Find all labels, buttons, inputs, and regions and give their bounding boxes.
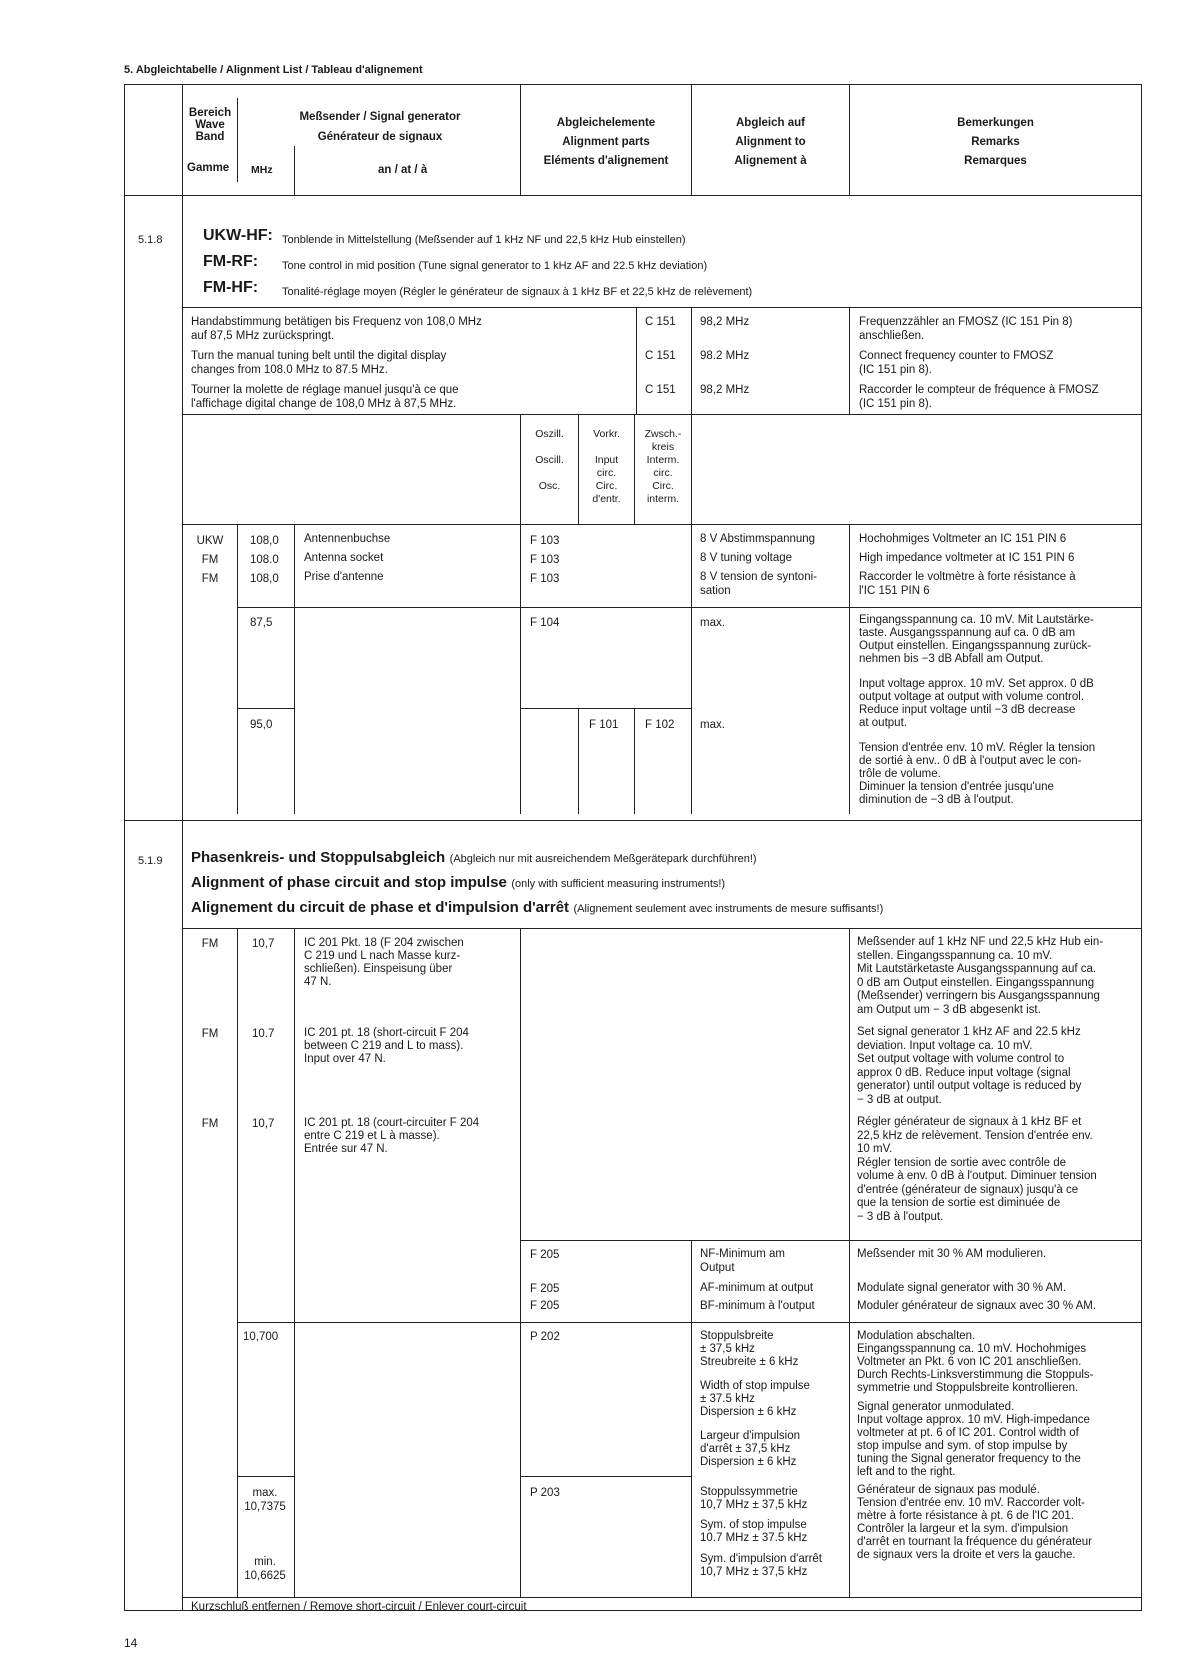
remark: Générateur de signaux pas modulé. Tension d'entrée env. 10 mV. Raccorder volt- mètre à forte résistance à pt. 6 de l'IC 201. Contrôler la largeur et la sym. d'impulsion d'arrêt en tournant la fréquence du générateur de signaux vers la droite et vers la gauche. (857, 1484, 1092, 1561)
feed-point: IC 201 pt. 18 (short-circuit F 204 between C 219 and L to mass). Input over 47 N. (304, 1027, 469, 1065)
table-rule (520, 1240, 1141, 1241)
subheader-input-circuit: Vorkr. Input circ. Circ. d'entr. (592, 428, 621, 505)
feed-point: Prise d'antenne (304, 571, 384, 583)
manual-to: 98,2 MHz (700, 384, 750, 396)
band: FM (201, 1028, 219, 1040)
feed-point: Antennenbuchse (304, 533, 391, 545)
frequency: 87,5 (250, 617, 273, 629)
remark: Meßsender mit 30 % AM modulieren. (857, 1248, 1047, 1260)
header-gamme: Gamme (187, 162, 230, 174)
table-rule (182, 1597, 1141, 1598)
section-heading: Alignment of phase circuit and stop impulse (191, 874, 507, 891)
feed-point: Antenna socket (304, 552, 384, 564)
frequency: 10,700 (243, 1331, 279, 1343)
section-note: (Abgleich nur mit ausreichendem Meßgerätepark durchführen!) (449, 853, 757, 865)
remark: Raccorder le voltmètre à forte résistance à l'IC 151 PIN 6 (859, 571, 1076, 597)
band: FM (201, 1118, 219, 1130)
section-label: UKW-HF: (203, 227, 273, 244)
table-rule (182, 928, 1141, 929)
subheader-oscillator: Oszill. Oscill. Osc. (535, 428, 564, 492)
page-title: 5. Abgleichtabelle / Alignment List / Tableau d'alignement (124, 64, 423, 76)
table-divider (634, 708, 635, 814)
feed-point: IC 201 pt. 18 (court-circuiter F 204 entre C 219 et L à masse). Entrée sur 47 N. (304, 1117, 480, 1155)
alignment-target: 8 V tuning voltage (700, 552, 793, 564)
manual-part: C 151 (645, 316, 676, 328)
section-label: FM-HF: (203, 279, 259, 296)
section-number: 5.1.9 (138, 855, 163, 867)
remark: Input voltage approx. 10 mV. Set approx. 0 dB output voltage at output with volume control. Reduce input voltage until −3 dB decrease at output. (859, 678, 1094, 729)
section-note: (only with sufficient measuring instruments!) (511, 878, 726, 890)
manual-remark: Raccorder le compteur de fréquence à FMOSZ (IC 151 pin 8). (859, 384, 1099, 410)
table-divider (520, 928, 521, 1597)
section-heading-line (191, 849, 757, 867)
section-heading-line (191, 874, 725, 892)
remark: Eingangsspannung ca. 10 mV. Mit Lautstärke- taste. Ausgangsspannung auf ca. 0 dB am Output einstellen. Eingangsspannung zurück- nehmen bis −3 dB Abfall am Output. (859, 614, 1094, 665)
manual-desc: Handabstimmung betätigen bis Frequenz von 108,0 MHz auf 87,5 MHz zurückspringt. (191, 316, 482, 342)
manual-to: 98.2 MHz (700, 350, 750, 362)
header-parts: Abgleichelemente Alignment parts Eléments d'alignement (543, 117, 669, 167)
band: FM (201, 938, 219, 950)
header-alignment-to: Abgleich auf Alignment to Alignement à (734, 117, 807, 167)
table-divider (691, 307, 692, 524)
manual-part: C 151 (645, 384, 676, 396)
table-divider (237, 524, 238, 814)
alignment-target: 8 V Abstimmspannung (700, 533, 816, 545)
part-p203: P 203 (530, 1487, 560, 1499)
table-divider (849, 524, 850, 814)
table-divider (636, 307, 637, 414)
header-bottom (124, 195, 1142, 196)
table-rule (182, 414, 1141, 415)
part-list: F 205 F 205 F 205 (530, 1249, 560, 1312)
manual-remark: Connect frequency counter to FMOSZ (IC 151 pin 8). (859, 350, 1054, 376)
alignment-target: max. (700, 719, 725, 731)
table-divider (691, 524, 692, 814)
remark: High impedance voltmeter at IC 151 PIN 6 (859, 552, 1075, 564)
frequency-max: max. 10,7375 (244, 1487, 286, 1513)
table-rule (182, 307, 1141, 308)
remark: Set signal generator 1 kHz AF and 22.5 kHz deviation. Input voltage ca. 10 mV. Set output voltage with volume control to approx 0 dB. Reduce input voltage (signal generator) until output voltage is reduced by − 3 dB at output. (857, 1026, 1082, 1106)
part-p202: P 202 (530, 1331, 560, 1343)
remark: Meßsender auf 1 kHz NF und 22,5 kHz Hub ein- stellen. Eingangsspannung ca. 10 mV. Mit Lautstärketaste Ausgangsspannung auf ca. 0 dB am Output einstellen. Eingangsspannung (Meßsender) verringern bis Ausgangsspannung am Output um − 3 dB abgesenkt ist. (857, 936, 1104, 1016)
remark: Moduler générateur de signaux avec 30 % AM. (857, 1300, 1097, 1312)
table-divider (691, 1240, 692, 1597)
manual-to: 98,2 MHz (700, 316, 750, 328)
manual-desc: Turn the manual tuning belt until the digital display changes from 108.0 MHz to 87.5 MHz. (191, 350, 447, 376)
frame-left (124, 84, 125, 1610)
table-divider (294, 524, 295, 814)
table-divider (237, 928, 238, 1597)
feed-point: IC 201 Pkt. 18 (F 204 zwischen C 219 und L nach Masse kurz- schließen). Einspeisung über 47 N. (304, 937, 464, 988)
alignment-target: Sym. of stop impulse 10.7 MHz ± 37.5 kHz (700, 1519, 808, 1544)
part-list: F 103 F 103 F 103 (530, 535, 560, 585)
frame-right (1141, 84, 1142, 1610)
header-range: Bereich Wave Band (188, 107, 232, 143)
table-rule (237, 1322, 1141, 1323)
alignment-target: max. (700, 617, 725, 629)
band-list: UKW FM FM (196, 535, 224, 585)
table-divider (849, 307, 850, 414)
section-note: (Alignement seulement avec instruments de mesure suffisants!) (573, 903, 884, 915)
table-rule (520, 708, 691, 709)
table-rule (237, 607, 1141, 608)
manual-part: C 151 (645, 350, 676, 362)
remark: Modulation abschalten. Eingangsspannung ca. 10 mV. Hochohmiges Voltmeter an Pkt. 6 von IC 201 anschließen. Durch Rechts-Linksverstimmung die Stoppuls- symmetrie und Stoppulsbreite kontrollieren. (857, 1330, 1094, 1394)
section-instruction: Tonblende in Mittelstellung (Meßsender auf 1 kHz NF und 22,5 kHz Hub einstellen) (282, 234, 686, 246)
alignment-target: Sym. d'impulsion d'arrêt 10,7 MHz ± 37,5 kHz (700, 1553, 822, 1578)
remark: Signal generator unmodulated. Input voltage approx. 10 mV. High-impedance voltmeter at pt. 6 of IC 201. Control width of stop impulse and sym. of stop impulse by tuning the Signal generator frequency to the left and to the right. (857, 1401, 1090, 1478)
manual-remark: Frequenzzähler an FMOSZ (IC 151 Pin 8) anschließen. (859, 316, 1073, 342)
table-rule (237, 708, 294, 709)
section-label: FM-RF: (203, 253, 259, 270)
frequency-min: min. 10,6625 (244, 1556, 286, 1582)
section-heading: Phasenkreis- und Stoppulsabgleich (191, 849, 446, 866)
header-divider (237, 98, 238, 182)
frequency: 95,0 (250, 719, 273, 731)
frequency: 10,7 (252, 938, 275, 950)
frame-top (124, 84, 1142, 85)
alignment-target: 8 V tension de syntoni- sation (700, 571, 817, 597)
alignment-target: Stoppulsbreite ± 37,5 kHz Streubreite ± 6 kHz (700, 1330, 799, 1368)
section-separator (124, 820, 1142, 821)
header-mhz: MHz (251, 164, 273, 176)
remark: Modulate signal generator with 30 % AM. (857, 1282, 1067, 1294)
section-heading-line (191, 899, 883, 917)
alignment-target: Largeur d'impulsion d'arrêt ± 37,5 kHz Dispersion ± 6 kHz (700, 1430, 801, 1468)
manual-desc: Tourner la molette de réglage manuel jusqu'à ce que l'affichage digital change de 108,0 MHz à 87,5 MHz. (191, 384, 459, 410)
part-oscillator: F 104 (530, 617, 560, 629)
part-input: F 101 (589, 719, 619, 731)
remark: Hochohmiges Voltmeter an IC 151 PIN 6 (859, 533, 1067, 545)
table-divider (578, 708, 579, 814)
table-divider (294, 928, 295, 1597)
table-divider (849, 928, 850, 1597)
alignment-target: NF-Minimum am Output (700, 1248, 785, 1274)
header-signal-generator: Meßsender / Signal generator Générateur de signaux (299, 111, 461, 143)
part-interm: F 102 (645, 719, 675, 731)
header-at: an / at / à (378, 164, 428, 176)
page-number: 14 (124, 1636, 138, 1650)
number-column-divider (182, 84, 183, 1610)
table-rule (237, 1476, 294, 1477)
remark: Tension d'entrée env. 10 mV. Régler la tension de sortié à env.. 0 dB à l'output avec le con- trôle de volume. Diminuer la tension d'entrée jusqu'une diminution de −3 dB à l'output. (859, 742, 1096, 806)
frequency: 10,7 (252, 1118, 275, 1130)
alignment-target: BF-minimum à l'output (700, 1300, 815, 1312)
remark: Régler générateur de signaux à 1 kHz BF et 22,5 kHz de relèvement. Tension d'entrée env. 10 mV. Régler tension de sortie avec contrôle de volume à env. 0 dB à l'output. Diminuer tension d'entrée (générateur de signaux) jusqu'à ce que la tension de sortie est diminuée de − 3 dB à l'output. (857, 1116, 1097, 1223)
frequency-list: 108,0 108.0 108,0 (250, 535, 279, 585)
section-instruction: Tone control in mid position (Tune signal generator to 1 kHz AF and 22.5 kHz deviation) (282, 260, 708, 272)
table-rule (182, 524, 1141, 525)
section-number: 5.1.8 (138, 234, 163, 246)
section-heading: Alignement du circuit de phase et d'impulsion d'arrêt (191, 899, 570, 916)
subheader-intermediate-circuit: Zwsch.- kreis Interm. circ. Circ. interm. (644, 428, 682, 505)
table-rule (520, 1476, 691, 1477)
header-divider (294, 146, 295, 195)
alignment-target: AF-minimum at output (700, 1282, 814, 1294)
section-instruction: Tonalité-réglage moyen (Régler le générateur de signaux à 1 kHz BF et 22,5 kHz de relèvement) (282, 286, 753, 298)
alignment-target: Stoppulssymmetrie 10,7 MHz ± 37,5 kHz (700, 1486, 808, 1511)
table-footer-note: Kurzschluß entfernen / Remove short-circuit / Enlever court-circuit (191, 1601, 527, 1613)
frequency: 10.7 (252, 1028, 275, 1040)
alignment-target: Width of stop impulse ± 37.5 kHz Dispersion ± 6 kHz (700, 1380, 810, 1418)
header-remarks: Bemerkungen Remarks Remarques (957, 117, 1034, 167)
